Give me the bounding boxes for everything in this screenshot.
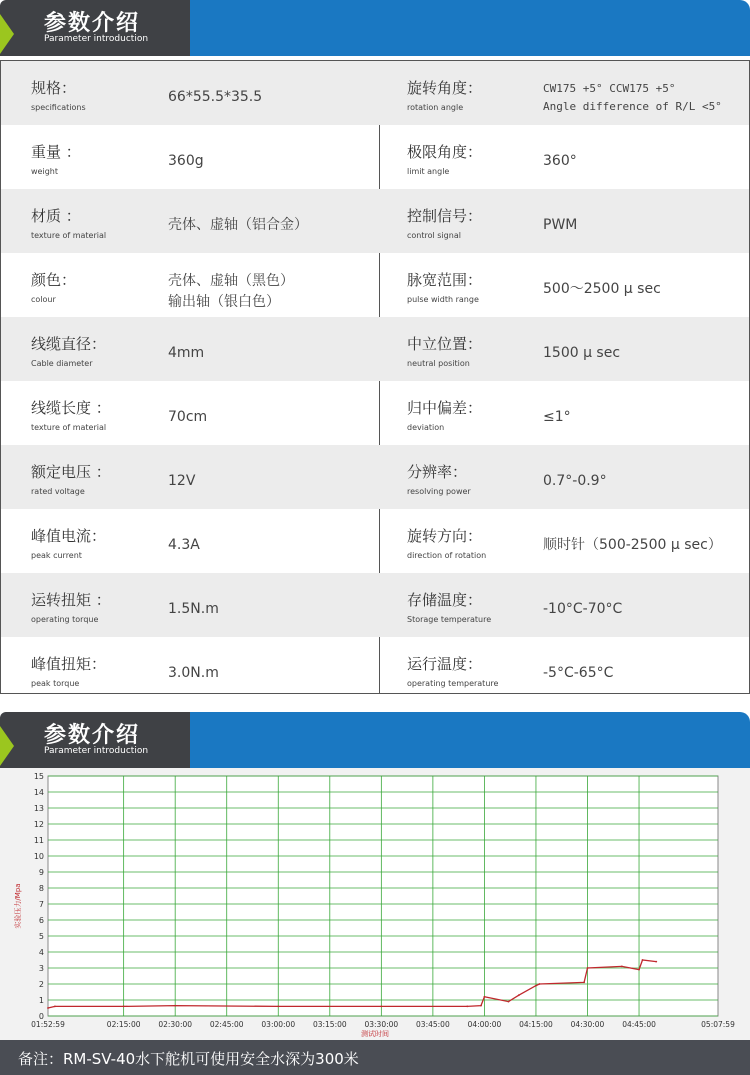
spec-value: 壳体、虚轴（黑色） [168, 273, 294, 289]
spec-value: 3.0N.m [168, 665, 219, 681]
y-tick-label: 4 [38, 948, 44, 957]
spec-label: 峰值电流： [31, 527, 107, 545]
plot-area [48, 776, 718, 1016]
spec-label: 线缆长度 ： [31, 399, 111, 417]
spec-label: 中立位置： [407, 335, 483, 353]
spec-label-en: deviation [407, 423, 445, 432]
data-point [621, 966, 623, 968]
spec-value: 4.3A [168, 537, 200, 553]
spec-label: 峰值扭矩： [31, 655, 107, 673]
spec-value: 360° [543, 153, 577, 169]
x-axis-label: 测试时间 [361, 1030, 389, 1038]
spec-row [1, 637, 749, 701]
spec-value: 66*55.5*35.5 [168, 89, 263, 105]
spec-label: 重量 ： [31, 143, 81, 161]
spec-label: 极限角度： [407, 143, 483, 161]
y-axis-label: 实验压力/Mpa [14, 883, 22, 929]
spec-label: 额定电压 ： [31, 463, 111, 481]
spec-label: 规格： [31, 79, 77, 97]
footer-note: 备注：RM-SV-40水下舵机可使用安全水深为300米 [18, 1050, 359, 1068]
spec-value: 1500 μ sec [543, 345, 621, 361]
x-tick-label: 02:15:00 [106, 1020, 141, 1029]
spec-label-en: direction of rotation [407, 551, 487, 560]
y-tick-label: 6 [38, 916, 44, 925]
spec-value: 壳体、虚轴（铝合金） [168, 217, 308, 233]
x-tick-label: 04:15:00 [519, 1020, 553, 1029]
spec-label: 运行温度： [407, 655, 483, 673]
data-point [480, 1005, 482, 1007]
x-tick-label: 03:30:00 [364, 1020, 399, 1029]
spec-label: 运转扭矩 ： [31, 591, 111, 609]
data-point [277, 1006, 279, 1008]
spec-row [1, 509, 749, 573]
spec-row [1, 573, 749, 637]
spec-label-en: colour [31, 295, 56, 304]
x-tick-label: 03:45:00 [416, 1020, 450, 1029]
data-point [535, 985, 537, 987]
spec-label-en: weight [31, 167, 58, 176]
header-green-marker [0, 726, 14, 766]
y-tick-label: 12 [33, 820, 44, 829]
y-tick-label: 11 [33, 836, 44, 845]
x-tick-label: 04:30:00 [570, 1020, 605, 1029]
header-blue-band [150, 0, 750, 56]
section-subtitle: Parameter introduction [44, 34, 149, 44]
spec-label: 材质 ： [31, 207, 81, 225]
spec-row [1, 253, 749, 317]
header-green-marker [0, 14, 14, 54]
section-header-2 [0, 712, 750, 768]
spec-label: 分辨率： [407, 463, 468, 481]
spec-value: 360g [168, 153, 204, 169]
spec-label: 旋转方向： [407, 527, 483, 545]
spec-value: ≤1° [543, 409, 571, 425]
spec-label: 旋转角度： [407, 79, 483, 97]
spec-value: CW175 +5° CCW175 +5° [543, 82, 676, 95]
spec-label: 控制信号： [407, 207, 483, 225]
spec-value: -5°C-65°C [543, 665, 614, 681]
spec-label-en: texture of material [31, 231, 107, 240]
spec-value: PWM [543, 217, 578, 233]
data-point [466, 1006, 468, 1008]
x-tick-label: 03:15:00 [312, 1020, 347, 1029]
spec-row [1, 189, 749, 253]
spec-value: 0.7°-0.9° [543, 473, 607, 489]
y-tick-label: 13 [33, 804, 44, 813]
data-point [508, 1001, 510, 1003]
spec-value: 500～2500 μ sec [543, 281, 661, 297]
y-tick-label: 10 [33, 852, 44, 861]
x-tick-label: 04:45:00 [622, 1020, 656, 1029]
y-tick-label: 2 [38, 980, 44, 989]
spec-label: 线缆直径： [31, 335, 107, 353]
spec-label-en: Storage temperature [407, 615, 492, 624]
spec-label-en: Cable diameter [31, 359, 93, 368]
y-tick-label: 5 [38, 932, 44, 941]
spec-value-line2: Angle difference of R/L <5° [543, 100, 722, 113]
y-tick-label: 3 [38, 964, 44, 973]
spec-label-en: operating temperature [407, 679, 499, 688]
spec-label: 归中偏差： [407, 399, 483, 417]
y-tick-label: 9 [38, 868, 44, 877]
spec-label-en: rotation angle [407, 103, 464, 112]
pressure-chart-svg [0, 768, 750, 1040]
spec-label-en: peak current [31, 551, 82, 560]
spec-label: 脉宽范围： [407, 271, 483, 289]
data-point [47, 1007, 49, 1009]
spec-label-en: peak torque [31, 679, 80, 688]
data-point [655, 961, 657, 963]
spec-label: 颜色： [31, 271, 77, 289]
spec-label-en: resolving power [407, 487, 471, 496]
y-tick-label: 1 [38, 996, 44, 1005]
x-tick-label: 01:52:59 [31, 1020, 65, 1029]
spec-value: 70cm [168, 409, 208, 425]
spec-row [1, 445, 749, 509]
spec-value: 12V [168, 473, 196, 489]
x-tick-label: 04:00:00 [467, 1020, 502, 1029]
footer-note-bar [0, 1040, 750, 1075]
spec-label-en: texture of material [31, 423, 107, 432]
spec-label-en: neutral position [407, 359, 470, 368]
data-point [642, 959, 644, 961]
data-point [123, 1006, 125, 1008]
y-tick-label: 7 [38, 900, 44, 909]
data-point [587, 967, 589, 969]
y-tick-label: 14 [33, 788, 44, 797]
x-tick-label: 05:07:59 [701, 1020, 735, 1029]
spec-value: 1.5N.m [168, 601, 219, 617]
x-tick-label: 03:00:00 [261, 1020, 296, 1029]
section-header-1 [0, 0, 750, 56]
data-point [638, 969, 640, 971]
data-point [380, 1006, 382, 1008]
spec-label-en: control signal [407, 231, 461, 240]
spec-value: -10°C-70°C [543, 601, 623, 617]
data-point [54, 1006, 56, 1008]
header-blue-band [150, 712, 750, 768]
spec-value: 顺时针（500-2500 μ sec） [543, 537, 722, 553]
data-point [174, 1005, 176, 1007]
spec-label-en: limit angle [407, 167, 450, 176]
x-tick-label: 02:30:00 [158, 1020, 193, 1029]
y-tick-label: 15 [33, 772, 44, 781]
data-point [518, 994, 520, 996]
spec-row [1, 61, 749, 125]
spec-label-en: pulse width range [407, 295, 479, 304]
section-title: 参数介绍 [44, 723, 141, 748]
y-tick-label: 8 [38, 884, 44, 893]
specs-table [0, 60, 750, 694]
spec-label-en: specifications [31, 103, 86, 112]
data-point [583, 982, 585, 984]
spec-value: 4mm [168, 345, 205, 361]
y-tick-label: 0 [38, 1012, 44, 1021]
spec-row [1, 317, 749, 381]
x-tick-label: 02:45:00 [209, 1020, 244, 1029]
spec-label-en: rated voltage [31, 487, 85, 496]
spec-value-line2: 输出轴（银白色） [168, 294, 280, 310]
data-point [538, 983, 540, 985]
section-title: 参数介绍 [44, 11, 141, 36]
spec-row [1, 381, 749, 445]
spec-label: 存储温度： [407, 591, 483, 609]
pressure-chart [0, 768, 750, 1040]
section-subtitle: Parameter introduction [44, 746, 149, 756]
data-point [484, 996, 486, 998]
spec-label-en: operating torque [31, 615, 99, 624]
spec-row [1, 125, 749, 189]
